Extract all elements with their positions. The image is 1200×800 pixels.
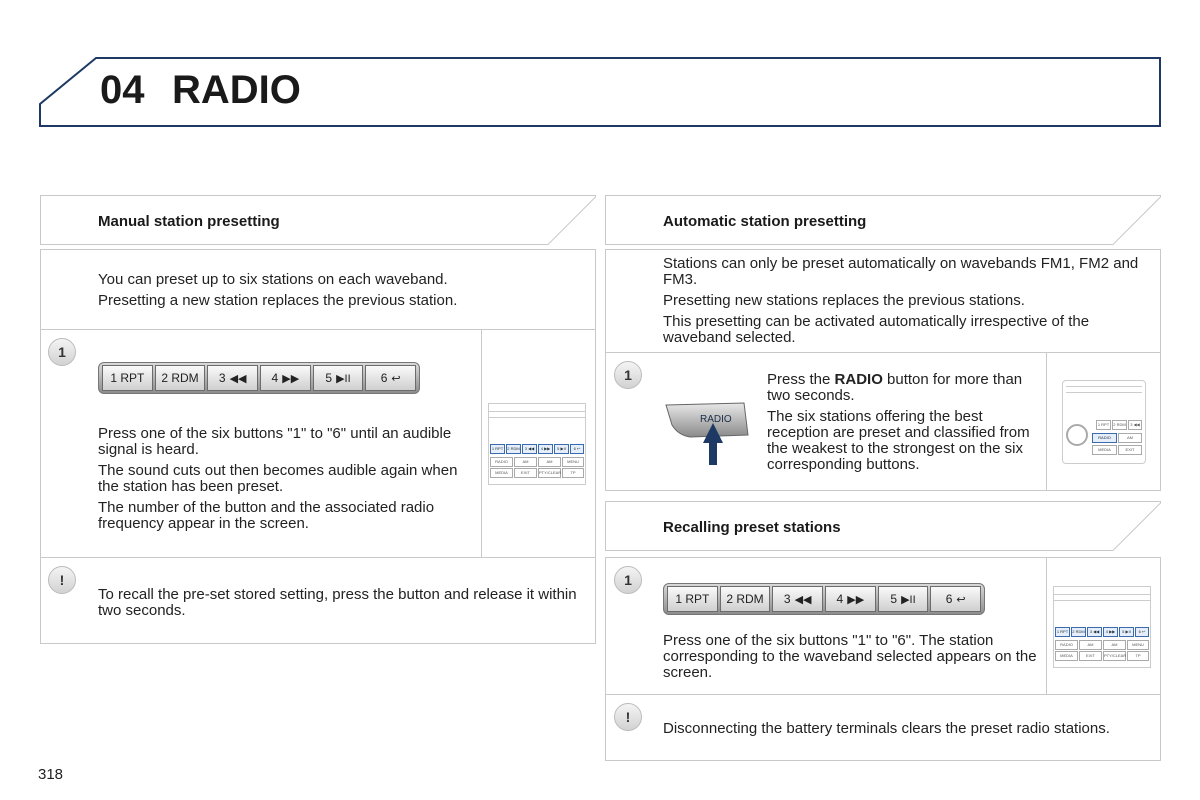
mini-button: 2 RDM	[1071, 627, 1086, 637]
preset-button-1	[667, 586, 718, 612]
divider	[41, 329, 595, 330]
auto-intro-line: Stations can only be preset automatically on wavebands FM1, FM2 and FM3.	[663, 255, 1139, 288]
preset-button-2	[720, 586, 771, 612]
mini-button: 1 RPT	[490, 444, 505, 454]
step-line: Press one of the six buttons "1" to "6". The station corresponding to the waveband selected appears on the screen.	[663, 632, 1037, 681]
preset-label: 4	[271, 371, 279, 385]
radio-panel-illustration	[1053, 586, 1151, 668]
preset-label: 5	[890, 592, 898, 606]
step-line: The number of the button and the associated radio frequency appear in the screen.	[98, 499, 435, 532]
preset-button-strip	[98, 362, 420, 394]
mini-button: EXIT	[1118, 445, 1142, 455]
auto-intro	[663, 256, 1143, 351]
rewind-icon: ◀◀	[229, 372, 247, 385]
mini-button: 5 ▶II	[1119, 627, 1134, 637]
auto-title-box	[605, 195, 1161, 245]
preset-button-5	[313, 365, 364, 391]
divider	[606, 352, 1160, 353]
manual-intro-line: You can preset up to six stations on each waveband.	[98, 271, 448, 288]
mini-button: RADIO	[1055, 640, 1078, 650]
divider	[481, 330, 482, 558]
warning-line: To recall the pre-set stored setting, press the button and release it within two seconds.	[98, 586, 577, 619]
preset-label: 3	[218, 371, 226, 385]
mini-button: 1 RPT	[1055, 627, 1070, 637]
step-badge: 1	[614, 361, 642, 389]
preset-button-4	[825, 586, 876, 612]
preset-button-strip	[663, 583, 985, 615]
radio-key-label: RADIO	[700, 414, 732, 425]
divider	[1046, 558, 1047, 694]
mini-button: MEDIA	[1092, 445, 1117, 455]
fast-forward-icon: ▶▶	[282, 372, 300, 385]
radio-panel-illustration	[1062, 380, 1146, 464]
warning-badge: !	[614, 703, 642, 731]
preset-label: 1 RPT	[110, 371, 145, 385]
auto-intro-line: Presetting new stations replaces the previous stations.	[663, 292, 1025, 309]
mini-button: AM	[1118, 433, 1142, 443]
volume-knob-icon	[1066, 424, 1088, 446]
auto-intro-line: This presetting can be activated automatically irrespective of the waveband selected.	[663, 313, 1090, 346]
chapter-title: RADIO	[172, 68, 301, 112]
play-pause-icon: ▶II	[901, 593, 916, 606]
mini-button: RADIO	[1092, 433, 1117, 443]
manual-intro	[98, 272, 568, 314]
mini-button: MEDIA	[490, 468, 513, 478]
fast-forward-icon: ▶▶	[847, 593, 865, 606]
divider	[606, 694, 1160, 695]
mini-button: AM	[538, 457, 561, 467]
mini-button: MEDIA	[1055, 651, 1078, 661]
mini-button: 4 ▶▶	[1103, 627, 1118, 637]
back-icon: ↩	[391, 372, 401, 385]
radio-key-illustration	[660, 395, 760, 467]
manual-step-text	[98, 426, 468, 537]
preset-label: 6	[945, 592, 953, 606]
preset-button-3	[772, 586, 823, 612]
mini-button: PTY/CLEAR	[538, 468, 561, 478]
divider	[1046, 353, 1047, 490]
back-icon: ↩	[956, 593, 966, 606]
mini-button: EXIT	[1079, 651, 1102, 661]
mini-button: RADIO	[490, 457, 513, 467]
step-text-part: Press the	[767, 371, 835, 388]
mini-button: AM	[1103, 640, 1126, 650]
preset-button-2	[155, 365, 206, 391]
mini-button: 3 ◀◀	[1128, 420, 1142, 430]
divider	[41, 557, 595, 558]
mini-button: AM	[1079, 640, 1102, 650]
preset-label: 6	[380, 371, 388, 385]
warning-line: Disconnecting the battery terminals clears the preset radio stations.	[663, 720, 1110, 737]
preset-label: 4	[836, 592, 844, 606]
mini-button: MENU	[1127, 640, 1149, 650]
mini-button: AM	[514, 457, 537, 467]
mini-button: 3 ◀◀	[522, 444, 537, 454]
step-badge: 1	[48, 338, 76, 366]
warning-badge: !	[48, 566, 76, 594]
step-badge: 1	[614, 566, 642, 594]
mini-button: MENU	[562, 457, 584, 467]
mini-button: EXIT	[514, 468, 537, 478]
radio-panel-illustration	[488, 403, 586, 485]
mini-button: 6 ↩	[1135, 627, 1149, 637]
mini-button: TP	[562, 468, 584, 478]
preset-button-1	[102, 365, 153, 391]
auto-step-text	[767, 372, 1043, 478]
mini-button: 2 RDM	[506, 444, 521, 454]
radio-button-name: RADIO	[834, 371, 883, 388]
auto-section-title: Automatic station presetting	[663, 213, 867, 230]
preset-label: 2 RDM	[726, 592, 764, 606]
step-line: The six stations offering the best reception are preset and classified from the weakest to the strongest on the six corresponding buttons.	[767, 408, 1030, 473]
preset-button-6	[365, 365, 416, 391]
step-text-part: button for more than two seconds.	[767, 371, 1023, 404]
step-line: Press one of the six buttons "1" to "6" until an audible signal is heard.	[98, 425, 452, 458]
play-pause-icon: ▶II	[336, 372, 351, 385]
mini-button: 2 RDM	[1112, 420, 1127, 430]
manual-warning-text	[98, 587, 578, 624]
manual-section-title: Manual station presetting	[98, 213, 280, 230]
mini-button: 6 ↩	[570, 444, 584, 454]
preset-button-3	[207, 365, 258, 391]
preset-label: 5	[325, 371, 333, 385]
preset-button-6	[930, 586, 981, 612]
mini-button: 3 ◀◀	[1087, 627, 1102, 637]
recall-title-box	[605, 501, 1161, 551]
mini-button: 4 ▶▶	[538, 444, 553, 454]
preset-button-5	[878, 586, 929, 612]
rewind-icon: ◀◀	[794, 593, 812, 606]
preset-label: 2 RDM	[161, 371, 199, 385]
recall-warning-text	[663, 721, 1153, 742]
recall-step-text	[663, 633, 1043, 686]
mini-button: 5 ▶II	[554, 444, 569, 454]
manual-intro-line: Presetting a new station replaces the previous station.	[98, 292, 458, 309]
manual-title-box	[40, 195, 596, 245]
page-number: 318	[38, 766, 64, 783]
mini-button: PTY/CLEAR	[1103, 651, 1126, 661]
recall-section-title: Recalling preset stations	[663, 519, 841, 536]
mini-button: TP	[1127, 651, 1149, 661]
preset-label: 1 RPT	[675, 592, 710, 606]
mini-button: 1 RPT	[1096, 420, 1111, 430]
preset-label: 3	[783, 592, 791, 606]
preset-button-4	[260, 365, 311, 391]
step-line: The sound cuts out then becomes audible again when the station has been preset.	[98, 462, 458, 495]
chapter-number: 04	[100, 68, 145, 112]
step-line	[767, 372, 1043, 404]
